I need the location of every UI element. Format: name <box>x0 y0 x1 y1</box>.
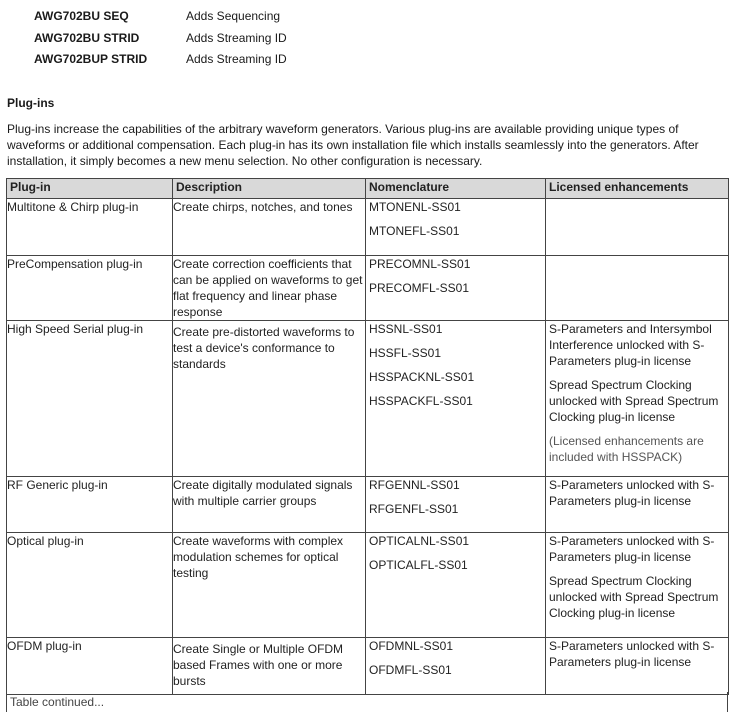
header-plugin: Plug-in <box>7 179 173 199</box>
plugin-description: Create pre-distorted waveforms to test a device's conformance to standards <box>173 321 366 477</box>
enhancement-entry: Spread Spectrum Clocking unlocked with Spread Spectrum Clocking plug-in license <box>549 378 719 424</box>
plugin-nomenclature <box>366 199 546 256</box>
plugin-name: High Speed Serial plug-in <box>7 321 173 477</box>
plugin-nomenclature <box>366 638 546 695</box>
nomenclature-code: RFGENNL-SS01 <box>369 478 460 492</box>
enhancement-entry: S-Parameters unlocked with S-Parameters plug-in license <box>549 478 715 508</box>
enhancement-note: (Licensed enhancements are included with HSSPACK) <box>549 434 704 464</box>
plugin-enhancements <box>546 638 729 695</box>
enhancement-entry: Spread Spectrum Clocking unlocked with Spread Spectrum Clocking plug-in license <box>549 574 719 620</box>
nomenclature-code: OFDMFL-SS01 <box>369 663 452 677</box>
option-description: Adds Streaming ID <box>186 31 287 45</box>
header-description: Description <box>173 179 366 199</box>
nomenclature-code: HSSNL-SS01 <box>369 322 443 336</box>
enhancement-entry: S-Parameters unlocked with S-Parameters plug-in license <box>549 534 715 564</box>
nomenclature-code: PRECOMFL-SS01 <box>369 281 470 295</box>
plugin-name: PreCompensation plug-in <box>7 256 173 321</box>
option-code: AWG702BU STRID <box>34 31 140 45</box>
plugin-enhancements <box>546 199 729 256</box>
option-description: Adds Sequencing <box>186 9 281 23</box>
header-licensed-enhancements: Licensed enhancements <box>546 179 729 199</box>
nomenclature-code: HSSPACKFL-SS01 <box>369 394 473 408</box>
plugins-table <box>6 178 729 695</box>
table-row <box>7 533 729 638</box>
plugin-nomenclature <box>366 477 546 533</box>
plugin-name: OFDM plug-in <box>7 638 173 695</box>
nomenclature-code: HSSPACKNL-SS01 <box>369 370 475 384</box>
plugin-description: Create chirps, notches, and tones <box>173 199 366 256</box>
plugin-enhancements <box>546 477 729 533</box>
plugin-name: Multitone & Chirp plug-in <box>7 199 173 256</box>
nomenclature-code: OFDMNL-SS01 <box>369 639 454 653</box>
nomenclature-code: HSSFL-SS01 <box>369 346 442 360</box>
enhancement-entry: S-Parameters and Intersymbol Interference unlocked with S-Parameters plug-in license <box>549 322 712 368</box>
nomenclature-code: RFGENFL-SS01 <box>369 502 459 516</box>
plugin-name: RF Generic plug-in <box>7 477 173 533</box>
table-continued <box>6 692 728 712</box>
header-nomenclature: Nomenclature <box>366 179 546 199</box>
table-row <box>7 321 729 477</box>
option-description: Adds Streaming ID <box>186 52 287 66</box>
table-continued-label: Table continued... <box>10 695 105 709</box>
plugin-enhancements <box>546 533 729 638</box>
plugin-enhancements <box>546 321 729 477</box>
plugin-description: Create waveforms with complex modulation schemes for optical testing <box>173 533 366 638</box>
nomenclature-code: MTONEFL-SS01 <box>369 224 460 238</box>
table-row <box>7 256 729 321</box>
plugin-nomenclature <box>366 321 546 477</box>
table-row <box>7 199 729 256</box>
plugin-description: Create digitally modulated signals with multiple carrier groups <box>173 477 366 533</box>
table-header-row <box>7 179 729 199</box>
section-intro: Plug-ins increase the capabilities of the arbitrary waveform generators. Various plug-ins are available providing unique types of waveforms or additional compensation. Each plug-in has its own installation file which installs seamlessly into the generators. After installation, it simply becomes a new menu selection. No other configuration is necessary. <box>7 122 699 168</box>
nomenclature-code: OPTICALNL-SS01 <box>369 534 470 548</box>
table-row <box>7 638 729 695</box>
plugin-enhancements <box>546 256 729 321</box>
plugin-nomenclature <box>366 256 546 321</box>
nomenclature-code: OPTICALFL-SS01 <box>369 558 468 572</box>
nomenclature-code: PRECOMNL-SS01 <box>369 257 471 271</box>
nomenclature-code: MTONENL-SS01 <box>369 200 461 214</box>
option-code: AWG702BU SEQ <box>34 9 129 23</box>
plugin-name: Optical plug-in <box>7 533 173 638</box>
plugin-nomenclature <box>366 533 546 638</box>
plugin-description: Create correction coefficients that can be applied on waveforms to get flat frequency and linear phase response <box>173 256 366 321</box>
option-code: AWG702BUP STRID <box>34 52 148 66</box>
table-row <box>7 477 729 533</box>
section-title: Plug-ins <box>7 96 55 110</box>
enhancement-entry: S-Parameters unlocked with S-Parameters plug-in license <box>549 639 715 669</box>
plugin-description: Create Single or Multiple OFDM based Frames with one or more bursts <box>173 638 366 695</box>
